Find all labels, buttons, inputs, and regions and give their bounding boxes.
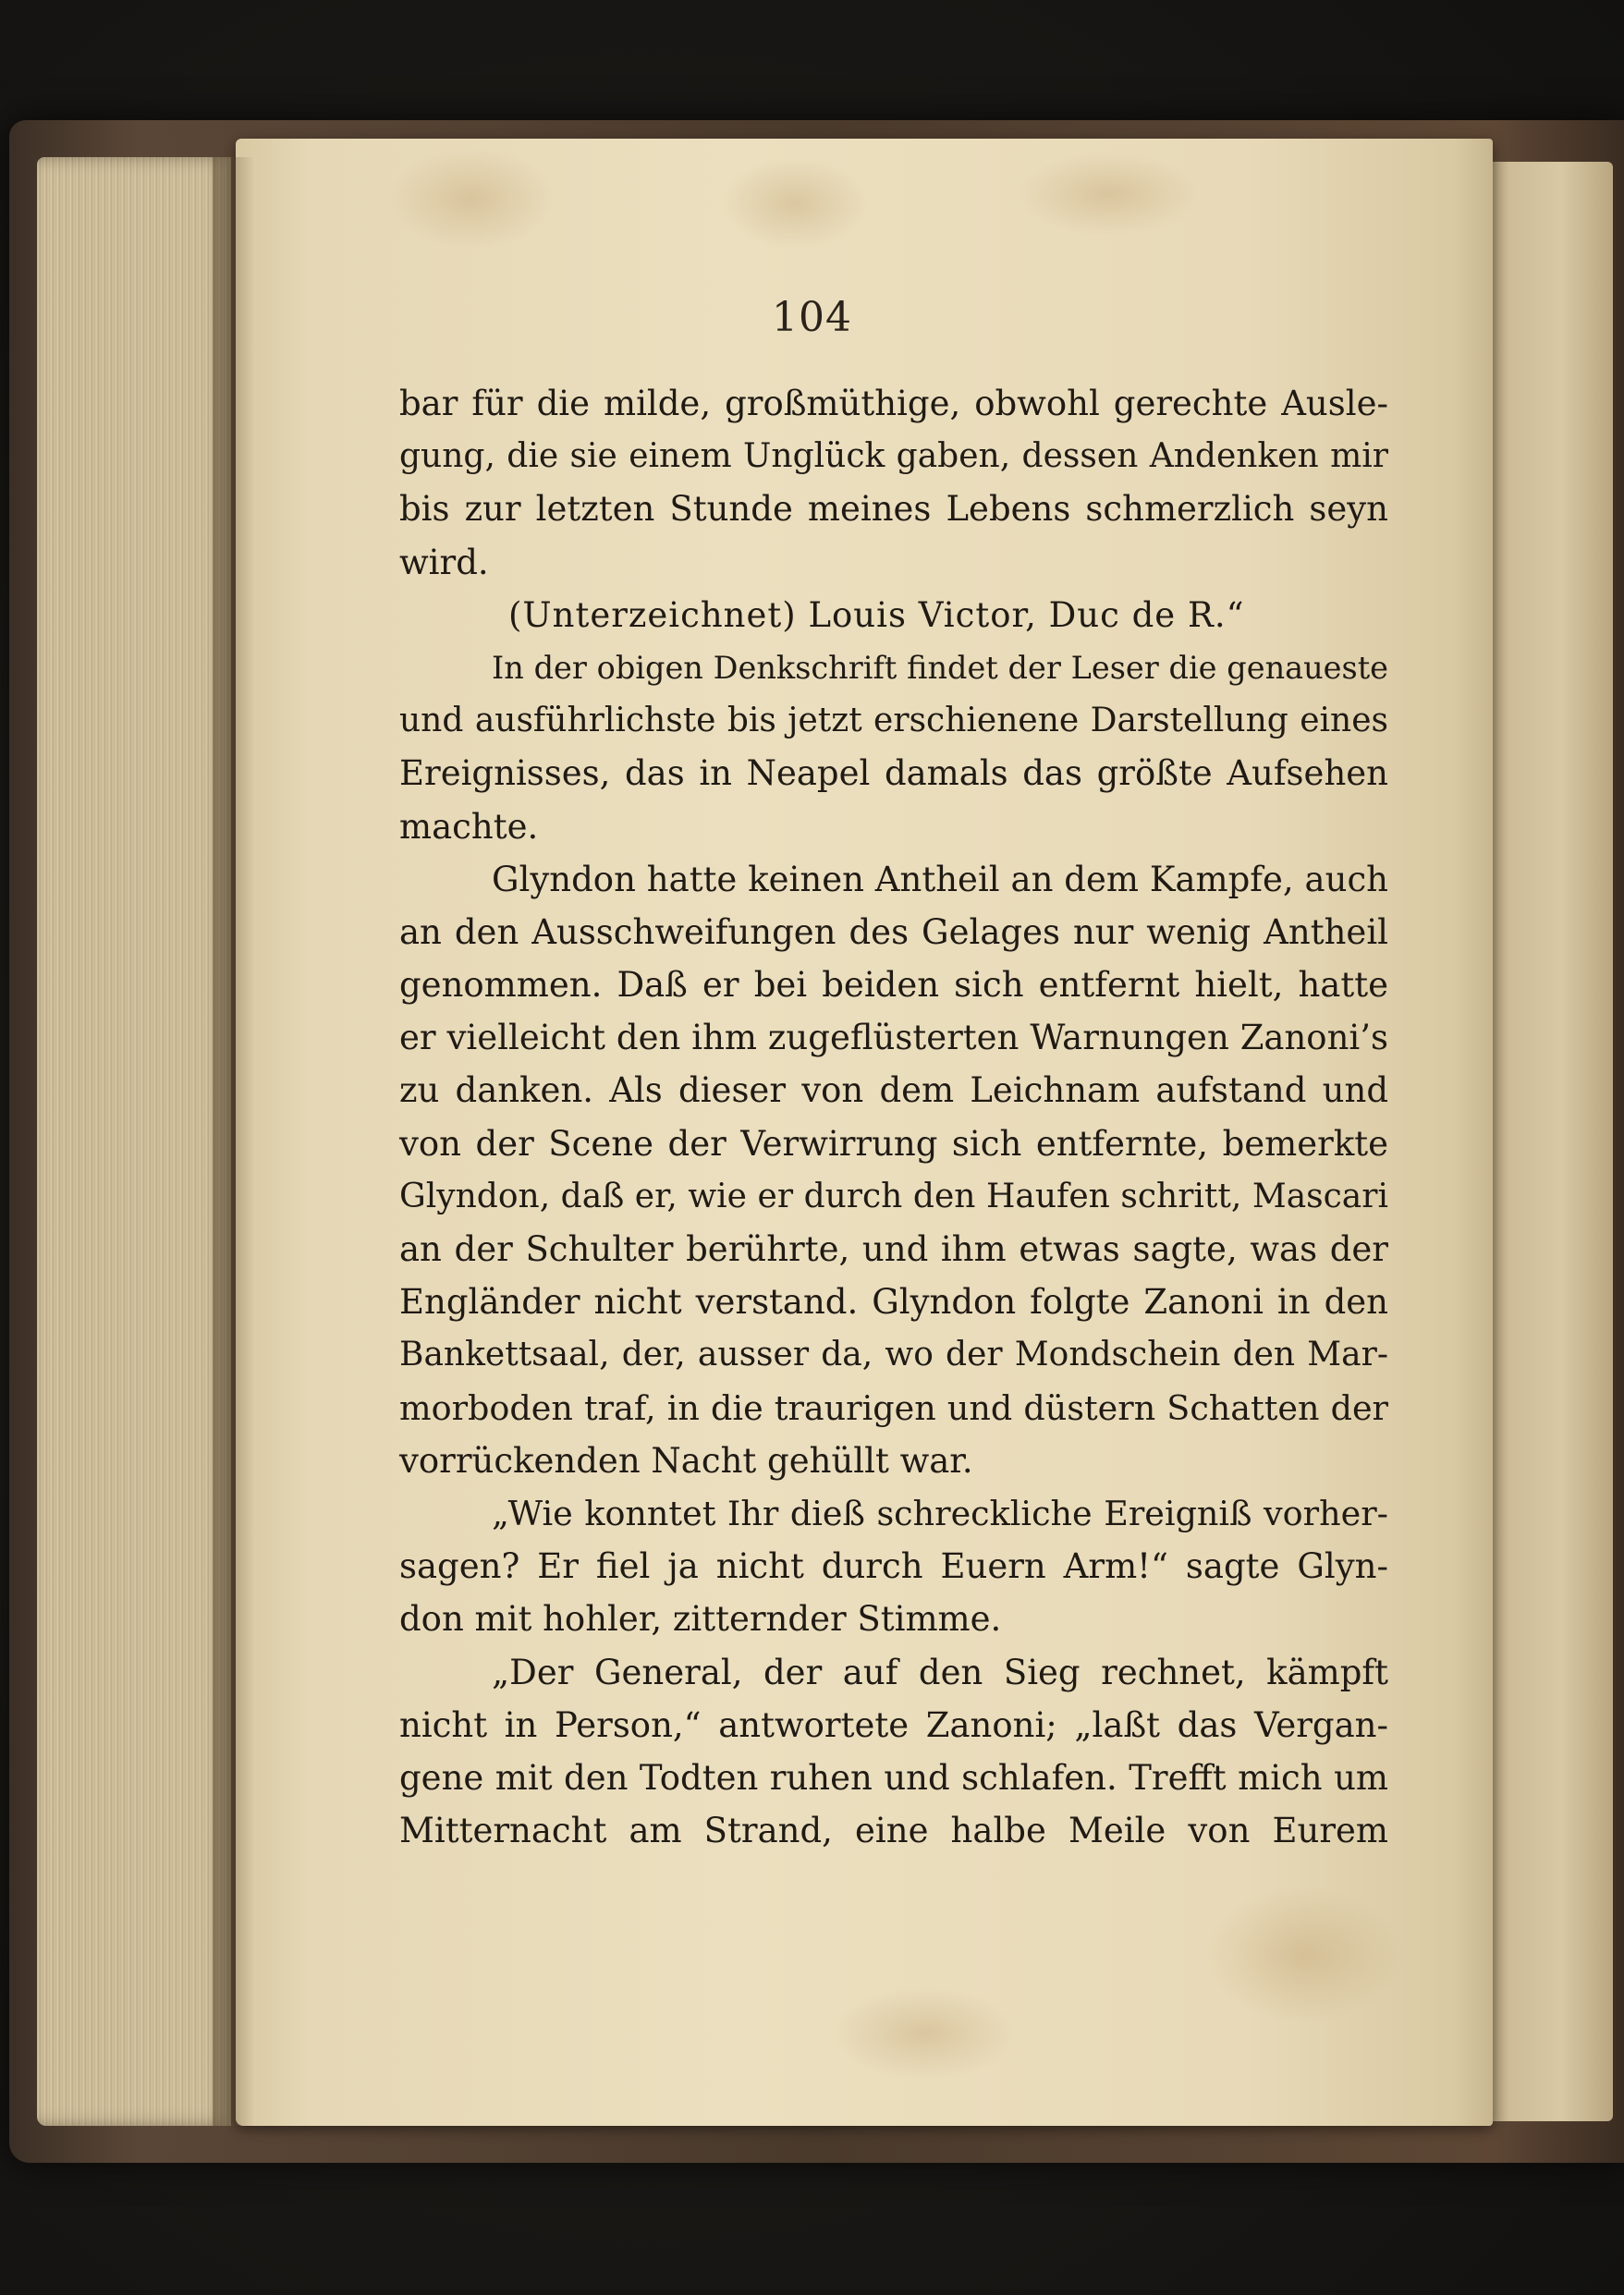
page-stain [388, 148, 555, 250]
facing-page-edge [1484, 162, 1613, 2121]
text-line: „Der General, der auf den Sieg rechnet, kämpft [492, 1652, 1388, 1692]
text-line: nicht in Person,“ antwortete Zanoni; „laßt das Vergan- [399, 1704, 1388, 1745]
page-stain [832, 1987, 1017, 2080]
text-line: Ereignisses, das in Neapel damals das größte Aufsehen [399, 753, 1388, 794]
text-line: an den Ausschweifungen des Gelages nur wenig Antheil [399, 911, 1388, 952]
text-line: Mitternacht am Strand, eine halbe Meile von Eurem [399, 1811, 1388, 1851]
page-edges [37, 157, 231, 2126]
text-line: sagen? Er fiel ja nicht durch Euern Arm!“ sagte Glyn- [399, 1546, 1388, 1587]
text-line: bar für die milde, großmüthige, obwohl gerechte Ausle- [399, 384, 1388, 423]
text-line: Glyndon, daß er, wie er durch den Haufen schritt, Mascari [399, 1177, 1388, 1215]
text-line: don mit hohler, zitternder Stimme. [399, 1599, 1002, 1640]
text-line: wird. [399, 542, 489, 582]
page-stain [1202, 1886, 1405, 2024]
page-stain [1017, 153, 1202, 236]
text-line: bis zur letzten Stunde meines Lebens schmerzlich seyn [399, 489, 1388, 530]
page-stain [721, 157, 869, 250]
text-line: zu danken. Als dieser von dem Leichnam aufstand und [399, 1070, 1388, 1111]
text-line: gene mit den Todten ruhen und schlafen. Trefft mich um [399, 1757, 1388, 1798]
text-line: Bankettsaal, der, ausser da, wo der Mondschein den Mar- [399, 1336, 1388, 1374]
signature-line: (Unterzeichnet) Louis Victor, Duc de R.“ [508, 594, 1245, 635]
text-line: von der Scene der Verwirrung sich entfernte, bemerkte [399, 1123, 1388, 1164]
text-line: Engländer nicht verstand. Glyndon folgte Zanoni in den [399, 1282, 1388, 1323]
text-line: „Wie konntet Ihr dieß schreckliche Ereigniß vorher- [492, 1493, 1388, 1533]
text-line: er vielleicht den ihm zugeflüsterten Warnungen Zanoni’s [399, 1018, 1388, 1058]
text-line: machte. [399, 806, 539, 847]
page-number: 104 [772, 294, 852, 341]
text-line: In der obigen Denkschrift findet der Leser die genaueste [492, 649, 1388, 686]
body-text [399, 377, 1388, 1857]
text-line: genommen. Daß er bei beiden sich entfernt hielt, hatte [399, 965, 1388, 1006]
text-line: vorrückenden Nacht gehüllt war. [399, 1440, 973, 1481]
text-line: morboden traf, in die traurigen und düstern Schatten der [399, 1387, 1388, 1428]
text-line: und ausführlichste bis jetzt erschienene Darstellung eines [399, 702, 1388, 740]
text-line: Glyndon hatte keinen Antheil an dem Kampfe, auch [492, 859, 1388, 899]
gutter-shadow [213, 157, 254, 2126]
text-line: gung, die sie einem Unglück gaben, dessen Andenken mir [399, 437, 1388, 476]
text-line: an der Schulter berührte, und ihm etwas sagte, was der [399, 1229, 1388, 1269]
